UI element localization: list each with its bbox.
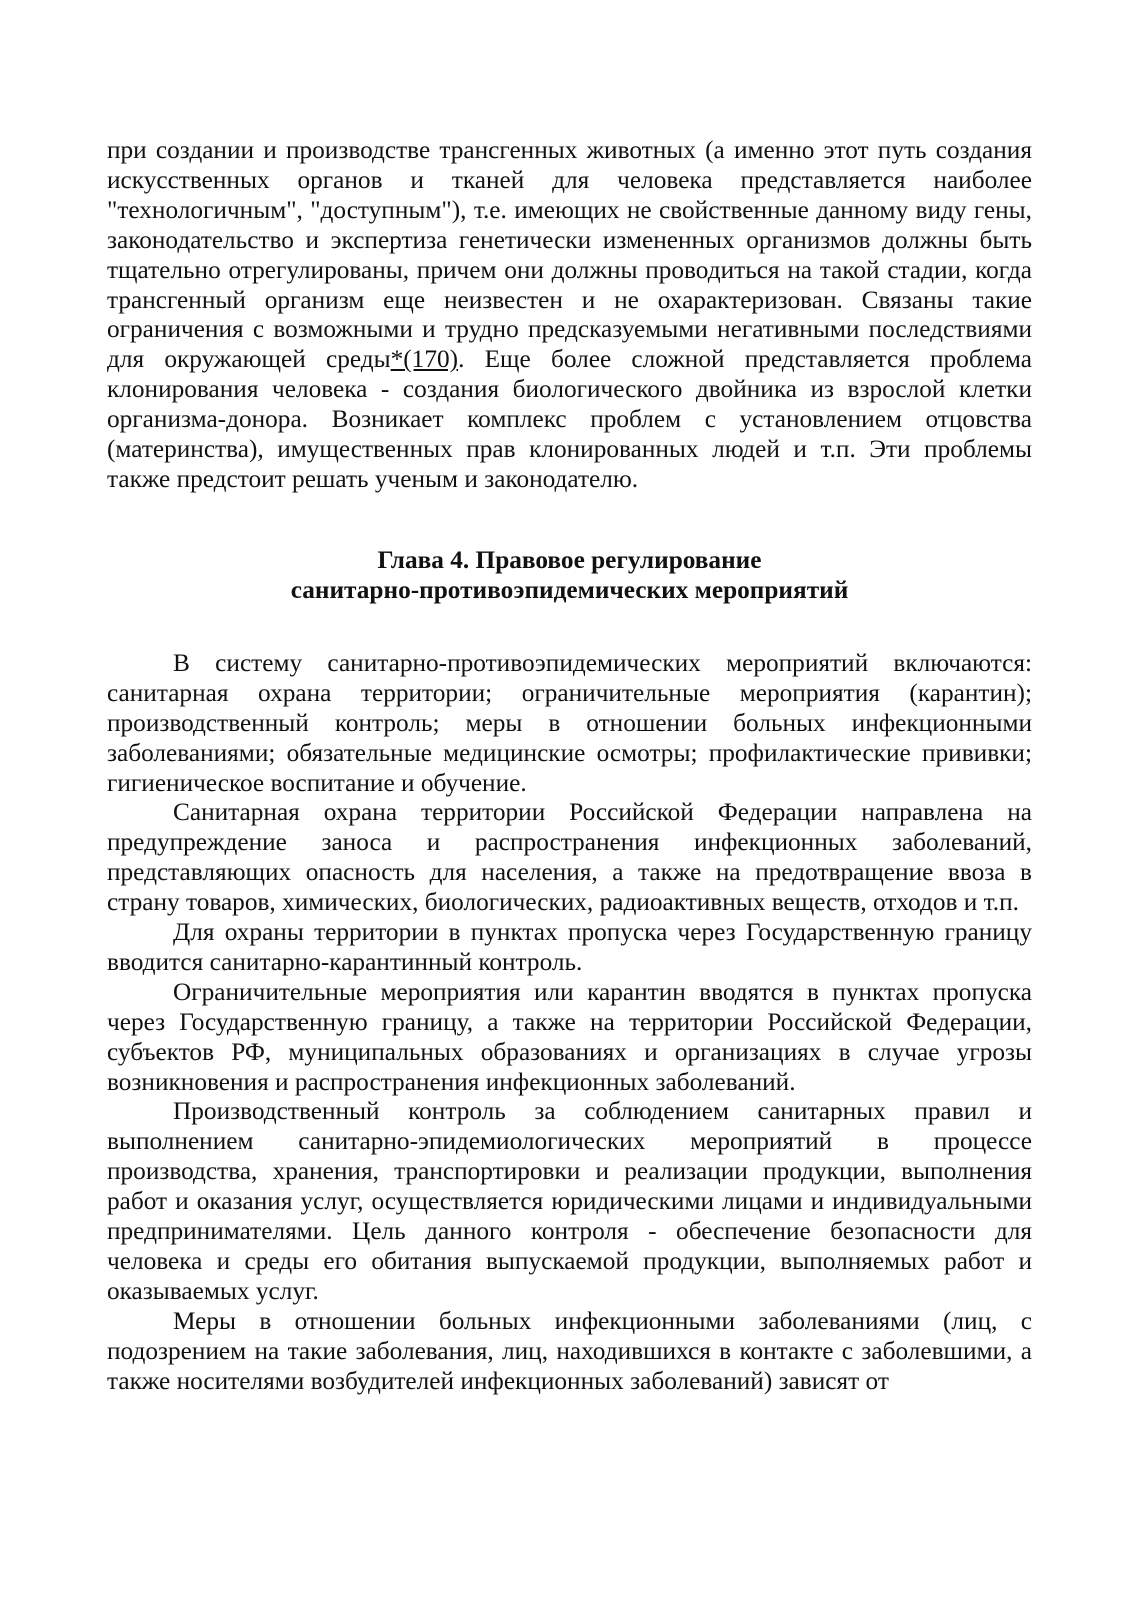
chapter-heading: [107, 545, 1032, 605]
paragraph-production-control: Производственный контроль за соблюдением санитарных правил и выполнением санитарно-эпидемиологических мероприятий в процессе производства, хранения, транспортировки и реализации продукции, выполнения работ и оказания услуг, осуществляется юридическими лицами и индивидуальными предпринимателями. Цель данного контроля - обеспечение безопасности для человека и среды его обитания выпускаемой продукции, выполняемых работ и оказываемых услуг.: [107, 1097, 1032, 1305]
intro-text-before-link: при создании и производстве трансгенных животных (а именно этот путь создания искусственных органов и тканей для человека представляется наиболее "технологичным", "доступным"), т.е. имеющих не свойственные данному виду гены, законодательство и экспертиза генетически измененных организмов должны быть тщательно отрегулированы, причем они должны проводиться на такой стадии, когда трансгенный организм еще неизвестен и не охарактеризован. Связаны такие ограничения с возможными и трудно предсказуемыми негативными последствиями для окружающей среды: [107, 136, 1032, 374]
intro-text-after-link: . Еще более сложной представляется проблема клонирования человека - создания биологического двойника из взрослой клетки организма-донора. Возникает комплекс проблем с установлением отцовства (материнства), имущественных прав клонированных людей и т.п. Эти проблемы также предстоит решать ученым и законодателю.: [107, 345, 1033, 493]
chapter-title-line-2: санитарно-противоэпидемических мероприятий: [290, 575, 849, 604]
paragraph-quarantine: Ограничительные мероприятия или карантин вводятся в пунктах пропуска через Государственную границу, а также на территории Российской Федерации, субъектов РФ, муниципальных образованиях и организациях в случае угрозы возникновения и распространения инфекционных заболеваний.: [107, 977, 1032, 1096]
paragraph-measures-list: В систему санитарно-противоэпидемических мероприятий включаются: санитарная охрана территории; ограничительные мероприятия (карантин); производственный контроль; меры в отношении больных инфекционными заболеваниями; обязательные медицинские осмотры; профилактические прививки; гигиеническое воспитание и обучение.: [107, 648, 1032, 797]
paragraph-sanitary-protection: Санитарная охрана территории Российской Федерации направлена на предупреждение заноса и распространения инфекционных заболеваний, представляющих опасность для населения, а также на предотвращение ввоза в страну товаров, химических, биологических, радиоактивных веществ, отходов и т.п.: [107, 798, 1032, 917]
intro-paragraph: [107, 136, 1032, 495]
paragraph-border-control: Для охраны территории в пунктах пропуска через Государственную границу вводится санитарно-карантинный контроль.: [107, 918, 1032, 976]
footnote-link-170[interactable]: *(170): [390, 345, 459, 374]
chapter-title-line-1: Глава 4. Правовое регулирование: [377, 545, 762, 574]
document-body: [107, 136, 1032, 1397]
paragraph-infectious-patients: Меры в отношении больных инфекционными заболеваниями (лиц, с подозрением на такие заболевания, лиц, находившихся в контакте с заболевшими, а также носителями возбудителей инфекционных заболеваний) зависят от: [107, 1306, 1032, 1395]
